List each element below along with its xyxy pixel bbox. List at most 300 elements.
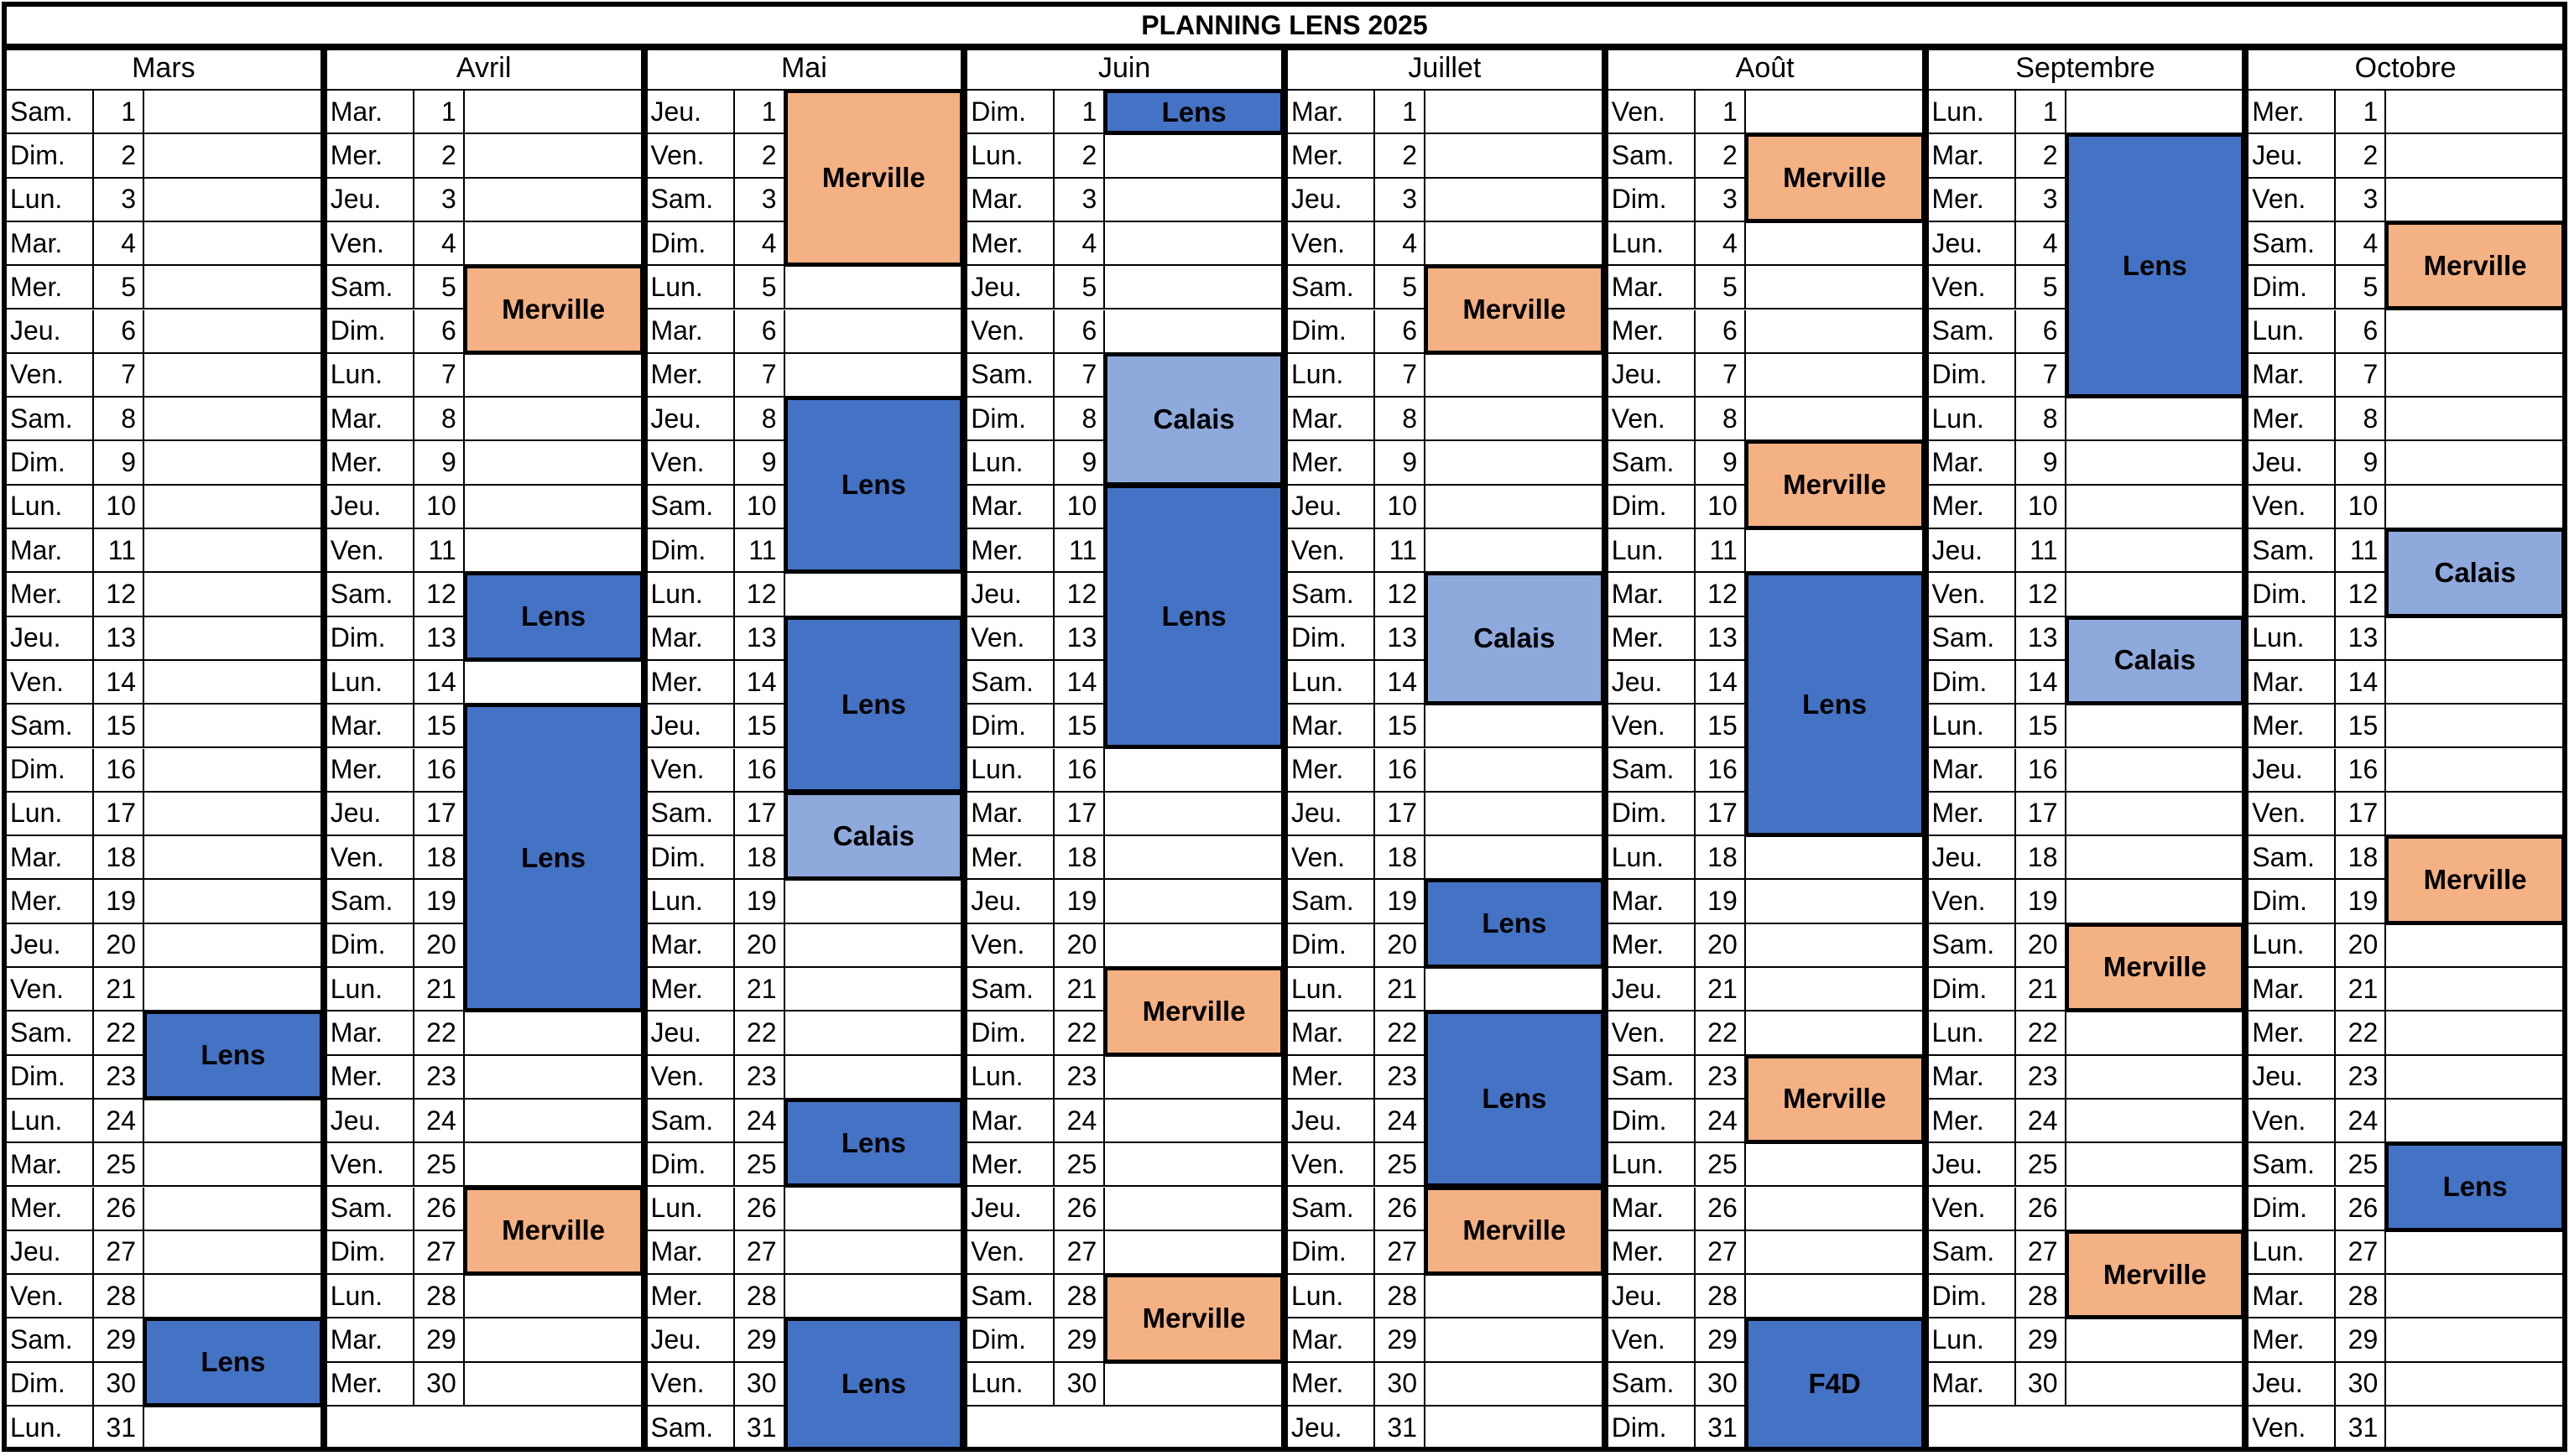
day-of-week: Sam. <box>3 1318 94 1362</box>
day-slot[interactable] <box>144 1231 324 1275</box>
day-slot[interactable] <box>144 968 324 1011</box>
day-of-week: Mar. <box>3 529 94 573</box>
day-number: 7 <box>414 354 465 398</box>
day-of-week: Sam. <box>1925 310 2016 354</box>
day-slot[interactable] <box>465 1143 644 1187</box>
day-number: 9 <box>1055 441 1105 485</box>
event-lens[interactable]: Lens <box>143 1317 324 1407</box>
day-slot[interactable] <box>2386 1363 2566 1407</box>
event-lens[interactable]: Lens <box>143 1010 324 1100</box>
day-slot[interactable] <box>465 1056 644 1100</box>
day-slot[interactable] <box>1105 1056 1284 1100</box>
day-slot[interactable] <box>144 1188 324 1231</box>
day-slot[interactable] <box>2386 134 2566 178</box>
day-of-week: Jeu. <box>3 924 94 968</box>
day-slot[interactable] <box>1105 1100 1284 1143</box>
day-number: 20 <box>414 924 465 968</box>
event-lens[interactable]: Lens <box>784 1317 965 1451</box>
day-slot[interactable] <box>785 968 965 1011</box>
day-of-week: Mar. <box>2245 1275 2336 1318</box>
day-of-week: Jeu. <box>1284 1407 1375 1450</box>
day-slot[interactable] <box>465 1363 644 1407</box>
day-number: 10 <box>414 486 465 529</box>
day-slot[interactable] <box>1425 398 1605 441</box>
day-slot[interactable] <box>1425 793 1605 836</box>
event-lens[interactable]: Lens <box>784 616 965 793</box>
day-number: 7 <box>2336 354 2386 398</box>
day-number: 18 <box>1696 836 1746 880</box>
day-slot[interactable] <box>1425 354 1605 398</box>
event-merville[interactable]: Merville <box>1744 133 1925 223</box>
day-slot[interactable] <box>144 91 324 134</box>
day-slot[interactable] <box>144 573 324 616</box>
day-slot[interactable] <box>1746 924 1925 968</box>
day-number: 4 <box>2016 222 2066 266</box>
day-slot[interactable] <box>1425 836 1605 880</box>
day-slot[interactable] <box>465 91 644 134</box>
day-slot[interactable] <box>144 793 324 836</box>
month-header: Août <box>1605 47 1925 91</box>
day-slot[interactable] <box>1425 705 1605 748</box>
day-slot[interactable] <box>785 924 965 968</box>
day-slot[interactable] <box>1425 486 1605 529</box>
day-slot[interactable] <box>2066 573 2246 616</box>
day-slot[interactable] <box>2066 1188 2246 1231</box>
day-slot[interactable] <box>144 134 324 178</box>
day-of-week: Mer. <box>324 749 414 793</box>
day-slot[interactable] <box>2386 968 2566 1011</box>
day-number: 11 <box>1696 529 1746 573</box>
day-slot[interactable] <box>144 310 324 354</box>
event-lens[interactable]: Lens <box>2065 133 2246 398</box>
day-number: 31 <box>1375 1407 1425 1450</box>
day-of-week: Dim. <box>964 91 1055 134</box>
day-slot[interactable] <box>1105 266 1284 309</box>
day-slot[interactable] <box>2066 486 2246 529</box>
day-slot[interactable] <box>465 179 644 222</box>
event-calais[interactable]: Calais <box>2065 616 2246 706</box>
day-of-week: Mar. <box>1284 1011 1375 1055</box>
day-of-week: Jeu. <box>324 793 414 836</box>
day-of-week: Ven. <box>2245 1407 2336 1450</box>
day-slot[interactable] <box>144 705 324 748</box>
day-number: 28 <box>2016 1275 2066 1318</box>
day-slot[interactable] <box>2066 836 2246 880</box>
day-number: 17 <box>414 793 465 836</box>
event-merville[interactable]: Merville <box>463 264 644 355</box>
day-number: 31 <box>94 1407 144 1450</box>
day-slot[interactable] <box>144 222 324 266</box>
day-slot[interactable] <box>1746 1275 1925 1318</box>
day-of-week: Mar. <box>2245 661 2336 705</box>
day-number: 17 <box>735 793 785 836</box>
day-slot[interactable] <box>2386 398 2566 441</box>
day-slot[interactable] <box>144 266 324 309</box>
event-merville[interactable]: Merville <box>2065 923 2246 1013</box>
day-slot[interactable] <box>2386 924 2566 968</box>
day-slot[interactable] <box>2066 91 2246 134</box>
day-of-week: Mer. <box>2245 398 2336 441</box>
day-of-week: Jeu. <box>324 486 414 529</box>
event-calais[interactable]: Calais <box>1103 352 1284 486</box>
day-slot[interactable] <box>785 1011 965 1055</box>
event-lens[interactable]: Lens <box>784 1098 965 1188</box>
day-slot[interactable] <box>1105 179 1284 222</box>
day-slot[interactable] <box>465 486 644 529</box>
day-slot[interactable] <box>1746 836 1925 880</box>
month-header: Juillet <box>1284 47 1605 91</box>
day-slot[interactable] <box>144 486 324 529</box>
day-number: 24 <box>414 1100 465 1143</box>
day-slot[interactable] <box>2066 398 2246 441</box>
day-of-week: Ven. <box>964 1231 1055 1275</box>
day-slot[interactable] <box>1105 749 1284 793</box>
day-slot[interactable] <box>1425 968 1605 1011</box>
day-number: 3 <box>2016 179 2066 222</box>
day-slot[interactable] <box>2066 1363 2246 1407</box>
day-slot[interactable] <box>785 880 965 923</box>
day-slot[interactable] <box>144 354 324 398</box>
day-number: 23 <box>414 1056 465 1100</box>
day-slot[interactable] <box>1105 793 1284 836</box>
day-slot[interactable] <box>1105 222 1284 266</box>
day-slot[interactable] <box>2066 880 2246 923</box>
day-slot[interactable] <box>144 1143 324 1187</box>
day-number: 25 <box>1055 1143 1105 1187</box>
day-slot[interactable] <box>465 1100 644 1143</box>
day-slot[interactable] <box>2066 441 2246 485</box>
day-of-week: Sam. <box>324 1188 414 1231</box>
day-of-week: Ven. <box>2245 1100 2336 1143</box>
day-slot[interactable] <box>1425 91 1605 134</box>
day-slot[interactable] <box>144 836 324 880</box>
day-of-week: Mar. <box>644 617 735 661</box>
day-slot[interactable] <box>2066 529 2246 573</box>
day-number: 13 <box>414 617 465 661</box>
day-slot[interactable] <box>2066 1011 2246 1055</box>
day-number: 17 <box>1696 793 1746 836</box>
day-slot[interactable] <box>1746 1143 1925 1187</box>
day-slot[interactable] <box>465 661 644 705</box>
day-number: 25 <box>1696 1143 1746 1187</box>
day-slot[interactable] <box>1746 222 1925 266</box>
day-of-week: Mar. <box>964 179 1055 222</box>
day-of-week: Lun. <box>1925 1011 2016 1055</box>
day-number: 13 <box>1696 617 1746 661</box>
day-of-week: Jeu. <box>3 310 94 354</box>
day-number: 11 <box>735 529 785 573</box>
day-slot[interactable] <box>144 398 324 441</box>
day-slot[interactable] <box>465 1318 644 1362</box>
day-of-week: Mar. <box>644 924 735 968</box>
day-slot[interactable] <box>785 1275 965 1318</box>
day-slot[interactable] <box>2386 179 2566 222</box>
day-of-week: Ven. <box>1605 705 1696 748</box>
day-slot[interactable] <box>2386 705 2566 748</box>
day-number: 27 <box>1055 1231 1105 1275</box>
day-of-week: Jeu. <box>964 266 1055 309</box>
event-merville[interactable]: Merville <box>463 1186 644 1277</box>
day-slot[interactable] <box>785 266 965 309</box>
event-lens[interactable]: Lens <box>463 703 644 1012</box>
day-slot[interactable] <box>465 1275 644 1318</box>
day-number: 3 <box>735 179 785 222</box>
day-slot[interactable] <box>144 661 324 705</box>
day-slot[interactable] <box>144 880 324 923</box>
day-of-week: Lun. <box>1925 91 2016 134</box>
day-of-week: Jeu. <box>2245 1056 2336 1100</box>
day-slot[interactable] <box>2386 1318 2566 1362</box>
day-slot[interactable] <box>144 1100 324 1143</box>
day-of-week: Dim. <box>324 924 414 968</box>
day-number: 28 <box>1055 1275 1105 1318</box>
event-merville[interactable]: Merville <box>1103 966 1284 1057</box>
day-number: 21 <box>1055 968 1105 1011</box>
day-number: 15 <box>1696 705 1746 748</box>
day-slot[interactable] <box>1425 1363 1605 1407</box>
day-of-week: Mer. <box>1605 617 1696 661</box>
day-slot[interactable] <box>1425 529 1605 573</box>
day-slot[interactable] <box>1746 354 1925 398</box>
day-number: 6 <box>1055 310 1105 354</box>
day-of-week: Dim. <box>964 398 1055 441</box>
event-calais[interactable]: Calais <box>2384 528 2566 618</box>
day-slot[interactable] <box>144 617 324 661</box>
day-number: 30 <box>735 1363 785 1407</box>
event-calais[interactable]: Calais <box>784 791 965 881</box>
day-slot[interactable] <box>144 179 324 222</box>
day-slot[interactable] <box>2066 1143 2246 1187</box>
day-slot[interactable] <box>1105 924 1284 968</box>
day-slot[interactable] <box>2386 749 2566 793</box>
event-merville[interactable]: Merville <box>1424 264 1605 355</box>
day-slot[interactable] <box>2386 1231 2566 1275</box>
day-slot[interactable] <box>144 749 324 793</box>
event-lens[interactable]: Lens <box>784 396 965 574</box>
day-slot[interactable] <box>2066 1318 2246 1362</box>
day-number: 1 <box>2336 91 2386 134</box>
day-number: 22 <box>1696 1011 1746 1055</box>
day-slot[interactable] <box>2386 1275 2566 1318</box>
event-merville[interactable]: Merville <box>1103 1273 1284 1364</box>
day-of-week: Mar. <box>3 836 94 880</box>
event-merville[interactable]: Merville <box>2384 221 2566 311</box>
day-slot[interactable] <box>144 924 324 968</box>
day-number: 11 <box>1375 529 1425 573</box>
day-slot[interactable] <box>465 441 644 485</box>
day-of-week: Mar. <box>1925 1363 2016 1407</box>
day-slot[interactable] <box>2386 310 2566 354</box>
day-slot[interactable] <box>465 398 644 441</box>
day-number: 23 <box>2016 1056 2066 1100</box>
day-slot[interactable] <box>2386 793 2566 836</box>
day-slot[interactable] <box>2066 1100 2246 1143</box>
day-of-week: Mer. <box>1605 924 1696 968</box>
day-of-week: Jeu. <box>644 705 735 748</box>
event-merville[interactable]: Merville <box>1744 1054 1925 1145</box>
day-number: 7 <box>1696 354 1746 398</box>
day-of-week: Jeu. <box>1925 529 2016 573</box>
day-slot[interactable] <box>1425 179 1605 222</box>
day-of-week: Mar. <box>1284 705 1375 748</box>
day-slot[interactable] <box>1746 1188 1925 1231</box>
day-slot[interactable] <box>2386 1407 2566 1450</box>
day-slot[interactable] <box>465 354 644 398</box>
day-number: 1 <box>1696 91 1746 134</box>
day-slot[interactable] <box>785 310 965 354</box>
day-slot[interactable] <box>2386 1100 2566 1143</box>
event-lens[interactable]: Lens <box>1424 878 1605 969</box>
day-of-week: Sam. <box>1605 441 1696 485</box>
day-slot[interactable] <box>465 222 644 266</box>
day-slot[interactable] <box>1746 1231 1925 1275</box>
day-number: 1 <box>94 91 144 134</box>
day-number: 13 <box>1375 617 1425 661</box>
day-number: 24 <box>1375 1100 1425 1143</box>
day-slot[interactable] <box>144 1407 324 1450</box>
day-of-week: Sam. <box>2245 1143 2336 1187</box>
day-slot[interactable] <box>1105 310 1284 354</box>
day-slot[interactable] <box>1746 266 1925 309</box>
page-title: PLANNING LENS 2025 <box>3 3 2566 47</box>
day-of-week: Mar. <box>964 1100 1055 1143</box>
day-slot[interactable] <box>2066 705 2246 748</box>
day-slot[interactable] <box>785 1056 965 1100</box>
day-slot[interactable] <box>2386 1056 2566 1100</box>
event-lens[interactable]: Lens <box>1744 571 1925 837</box>
day-of-week: Mar. <box>1605 1188 1696 1231</box>
day-slot[interactable] <box>1746 398 1925 441</box>
event-merville[interactable]: Merville <box>784 89 965 267</box>
event-f4d[interactable]: F4D <box>1744 1317 1925 1451</box>
day-slot[interactable] <box>1425 441 1605 485</box>
day-slot[interactable] <box>2386 1011 2566 1055</box>
day-slot[interactable] <box>1746 880 1925 923</box>
day-number: 4 <box>1375 222 1425 266</box>
event-lens[interactable]: Lens <box>1103 484 1284 750</box>
day-number: 20 <box>1375 924 1425 968</box>
day-of-week: Jeu. <box>324 1100 414 1143</box>
day-slot[interactable] <box>1425 1407 1605 1450</box>
day-of-week: Ven. <box>644 1363 735 1407</box>
day-number: 15 <box>2016 705 2066 748</box>
day-slot[interactable] <box>1425 134 1605 178</box>
day-of-week: Mar. <box>964 486 1055 529</box>
day-of-week: Mer. <box>644 354 735 398</box>
event-merville[interactable]: Merville <box>2065 1230 2246 1320</box>
day-slot[interactable] <box>2386 441 2566 485</box>
day-number: 20 <box>1055 924 1105 968</box>
day-slot[interactable] <box>785 573 965 616</box>
day-slot[interactable] <box>1425 749 1605 793</box>
day-slot[interactable] <box>1746 310 1925 354</box>
day-of-week: Sam. <box>3 91 94 134</box>
day-number: 20 <box>1696 924 1746 968</box>
day-slot[interactable] <box>2386 91 2566 134</box>
day-slot[interactable] <box>144 441 324 485</box>
day-slot[interactable] <box>2066 749 2246 793</box>
day-of-week: Jeu. <box>2245 749 2336 793</box>
event-lens[interactable]: Lens <box>1424 1010 1605 1188</box>
day-slot[interactable] <box>1425 222 1605 266</box>
day-number: 14 <box>94 661 144 705</box>
event-lens[interactable]: Lens <box>463 571 644 662</box>
day-number: 2 <box>2016 134 2066 178</box>
day-of-week: Mer. <box>1925 486 2016 529</box>
day-slot[interactable] <box>2386 617 2566 661</box>
day-number: 31 <box>1696 1407 1746 1450</box>
event-merville[interactable]: Merville <box>1424 1186 1605 1277</box>
day-of-week: Ven. <box>1925 880 2016 923</box>
day-of-week: Mar. <box>1605 573 1696 616</box>
event-calais[interactable]: Calais <box>1424 571 1605 705</box>
day-slot[interactable] <box>2066 1056 2246 1100</box>
day-slot[interactable] <box>785 1188 965 1231</box>
day-of-week: Lun. <box>644 573 735 616</box>
day-number: 11 <box>414 529 465 573</box>
day-of-week: Mar. <box>1605 880 1696 923</box>
day-slot[interactable] <box>2386 486 2566 529</box>
day-slot[interactable] <box>1746 91 1925 134</box>
event-lens[interactable]: Lens <box>2384 1141 2566 1232</box>
day-slot[interactable] <box>1105 1143 1284 1187</box>
day-slot[interactable] <box>465 529 644 573</box>
day-of-week: Ven. <box>324 222 414 266</box>
day-of-week: Lun. <box>3 179 94 222</box>
day-slot[interactable] <box>1105 134 1284 178</box>
day-slot[interactable] <box>1105 1188 1284 1231</box>
event-merville[interactable]: Merville <box>2384 835 2566 925</box>
day-slot[interactable] <box>144 1275 324 1318</box>
day-slot[interactable] <box>1746 529 1925 573</box>
day-number: 26 <box>1375 1188 1425 1231</box>
day-slot[interactable] <box>144 529 324 573</box>
day-of-week: Lun. <box>644 880 735 923</box>
day-slot[interactable] <box>1425 1275 1605 1318</box>
day-slot[interactable] <box>1105 880 1284 923</box>
day-number: 28 <box>2336 1275 2386 1318</box>
day-number: 22 <box>2336 1011 2386 1055</box>
day-slot[interactable] <box>1105 836 1284 880</box>
day-slot[interactable] <box>465 134 644 178</box>
day-number: 27 <box>2016 1231 2066 1275</box>
day-of-week: Dim. <box>964 705 1055 748</box>
day-slot[interactable] <box>785 1231 965 1275</box>
day-of-week: Ven. <box>1925 573 2016 616</box>
event-merville[interactable]: Merville <box>1744 439 1925 530</box>
day-of-week: Mer. <box>324 1363 414 1407</box>
day-slot[interactable] <box>1746 968 1925 1011</box>
day-number: 5 <box>1055 266 1105 309</box>
day-slot[interactable] <box>1425 1318 1605 1362</box>
day-slot[interactable] <box>785 354 965 398</box>
day-of-week: Jeu. <box>1925 1143 2016 1187</box>
day-slot[interactable] <box>2066 793 2246 836</box>
day-of-week: Lun. <box>1605 529 1696 573</box>
day-of-week: Lun. <box>644 266 735 309</box>
day-of-week: Dim. <box>3 1363 94 1407</box>
day-of-week: Lun. <box>1284 661 1375 705</box>
day-slot[interactable] <box>465 1011 644 1055</box>
day-slot[interactable] <box>2386 354 2566 398</box>
day-slot[interactable] <box>1746 1011 1925 1055</box>
day-slot[interactable] <box>2386 661 2566 705</box>
event-lens[interactable]: Lens <box>1103 89 1284 135</box>
day-slot[interactable] <box>1105 1363 1284 1407</box>
day-slot[interactable] <box>1105 1231 1284 1275</box>
day-of-week: Ven. <box>324 1143 414 1187</box>
day-number: 8 <box>1055 398 1105 441</box>
